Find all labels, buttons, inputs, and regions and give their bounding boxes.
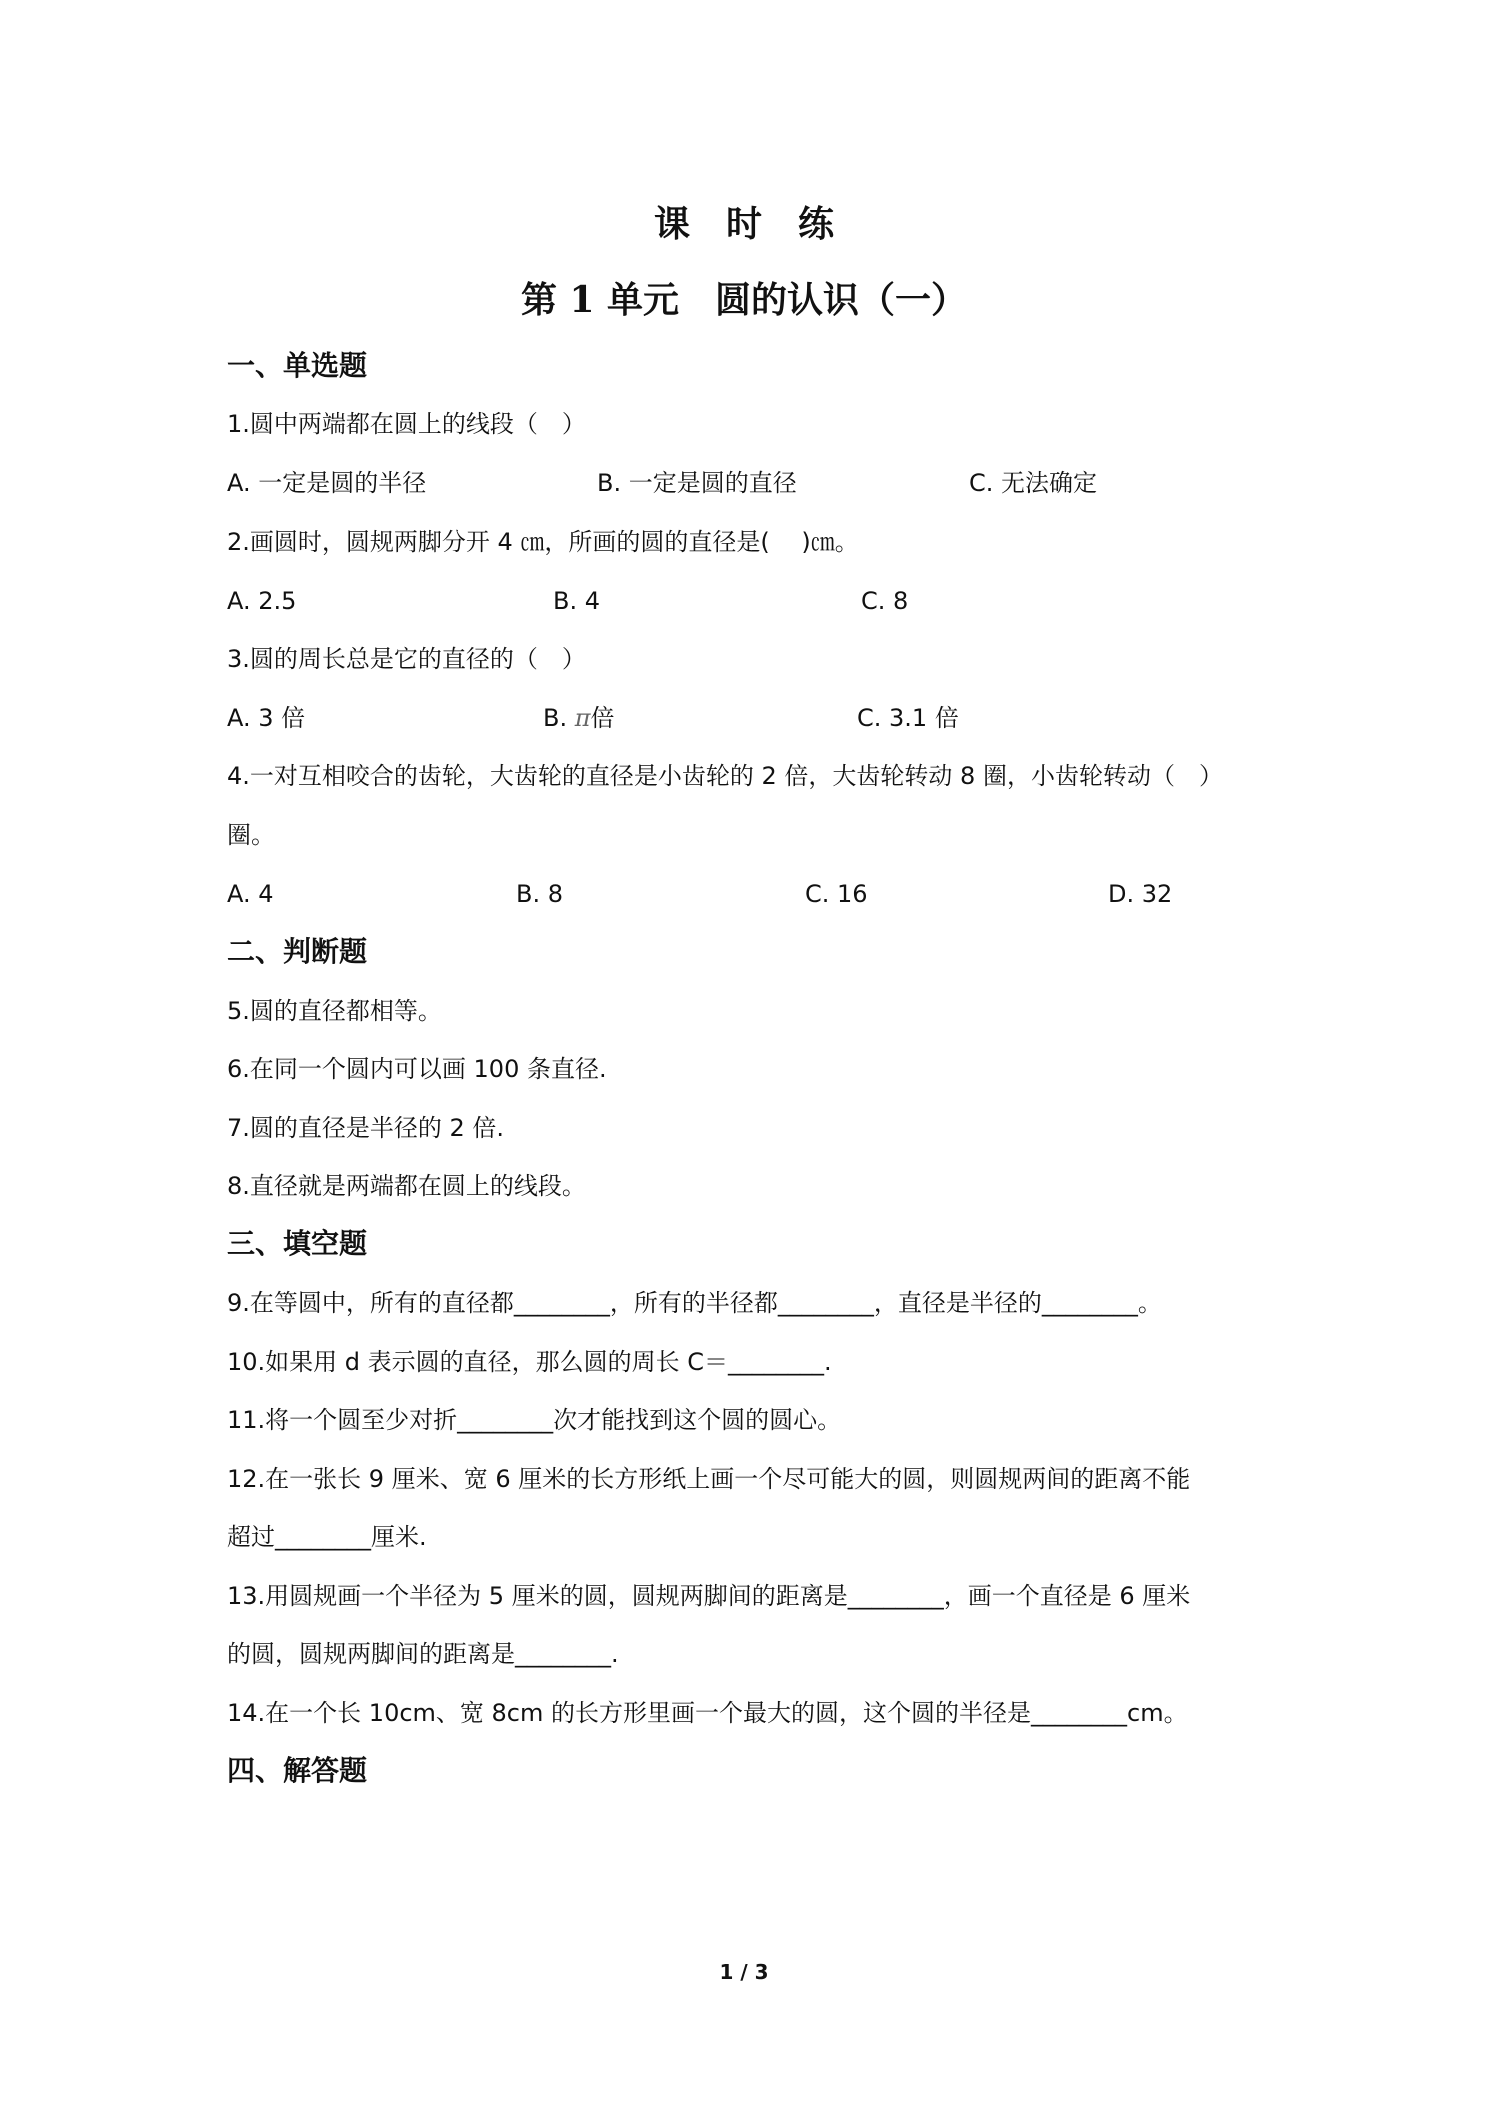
question-3-option-c: C. 3.1 倍 — [857, 704, 959, 732]
question-13-line1: 13.用圆规画一个半径为 5 厘米的圆，圆规两脚间的距离是________，画一个直径是 6 厘米 — [227, 1582, 1191, 1610]
question-7: 7.圆的直径是半径的 2 倍. — [227, 1114, 505, 1142]
option-b-prefix: B. — [543, 704, 575, 732]
question-1-option-b: B. 一定是圆的直径 — [597, 469, 797, 497]
question-9: 9.在等圆中，所有的直径都________，所有的半径都________，直径是半径的________。 — [227, 1289, 1162, 1317]
section-heading-fill-blank: 三、填空题 — [227, 1227, 368, 1260]
question-3-stem: 3.圆的周长总是它的直径的（ ） — [227, 645, 586, 673]
question-10: 10.如果用 d 表示圆的直径，那么圆的周长 C＝________. — [227, 1348, 832, 1376]
question-4-stem-line2: 圈。 — [227, 821, 275, 849]
question-1-stem: 1.圆中两端都在圆上的线段（ ） — [227, 410, 586, 438]
question-12-line2: 超过________厘米. — [227, 1523, 427, 1551]
question-3-option-a: A. 3 倍 — [227, 704, 306, 732]
question-8: 8.直径就是两端都在圆上的线段。 — [227, 1172, 586, 1200]
question-14: 14.在一个长 10cm、宽 8cm 的长方形里画一个最大的圆，这个圆的半径是________cm。 — [227, 1699, 1188, 1727]
question-4-stem-line1: 4.一对互相咬合的齿轮，大齿轮的直径是小齿轮的 2 倍，大齿轮转动 8 圈，小齿轮转动（ ） — [227, 762, 1223, 790]
question-1-option-a: A. 一定是圆的半径 — [227, 469, 427, 497]
page-number: 1 / 3 — [719, 1960, 769, 1984]
question-13-line2: 的圆，圆规两脚间的距离是________. — [227, 1640, 619, 1668]
question-12-line1: 12.在一张长 9 厘米、宽 6 厘米的长方形纸上画一个尽可能大的圆，则圆规两间的距离不能 — [227, 1465, 1191, 1493]
question-11: 11.将一个圆至少对折________次才能找到这个圆的圆心。 — [227, 1406, 842, 1434]
question-3-option-b — [543, 700, 615, 736]
option-b-suffix: 倍 — [590, 704, 615, 732]
question-2-stem: 2.画圆时，圆规两脚分开 4 ㎝，所画的圆的直径是( )㎝。 — [227, 528, 859, 556]
question-2-option-c: C. 8 — [861, 587, 909, 615]
section-heading-single-choice: 一、单选题 — [227, 349, 368, 382]
question-2-option-a: A. 2.5 — [227, 587, 297, 615]
page-title: 课 时 练 — [653, 203, 834, 245]
section-heading-true-false: 二、判断题 — [227, 935, 368, 968]
question-2-option-b: B. 4 — [553, 587, 600, 615]
question-4-option-d: D. 32 — [1108, 880, 1173, 908]
page-subtitle: 第 1 单元 圆的认识（一） — [520, 279, 968, 321]
question-4-option-b: B. 8 — [516, 880, 563, 908]
question-1-option-c: C. 无法确定 — [969, 469, 1098, 497]
question-6: 6.在同一个圆内可以画 100 条直径. — [227, 1055, 607, 1083]
section-heading-solve: 四、解答题 — [227, 1754, 368, 1787]
question-5: 5.圆的直径都相等。 — [227, 997, 442, 1025]
pi-symbol: π — [574, 704, 591, 732]
question-4-option-c: C. 16 — [805, 880, 868, 908]
question-4-option-a: A. 4 — [227, 880, 274, 908]
